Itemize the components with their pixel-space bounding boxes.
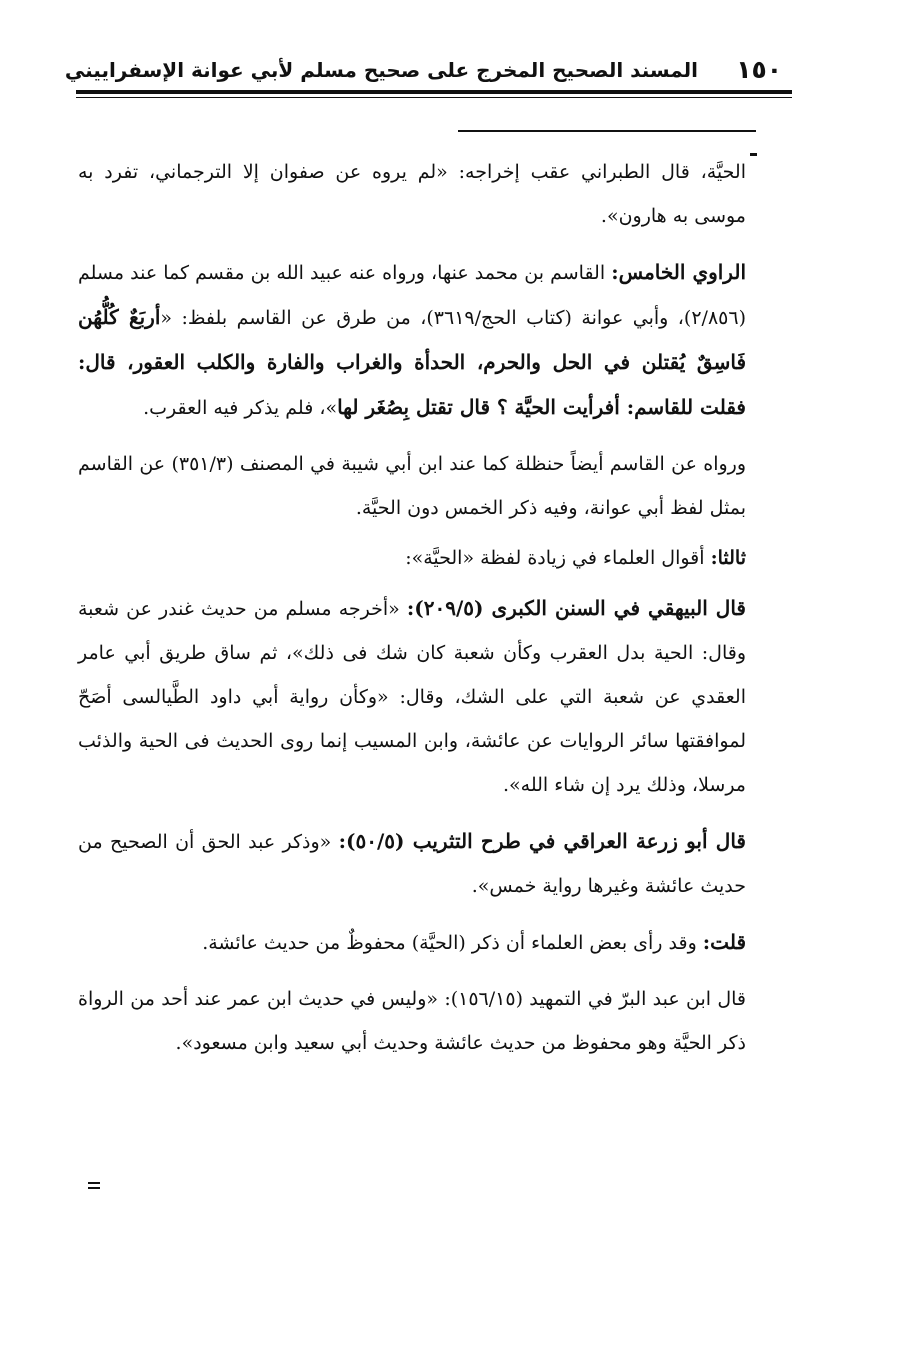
paragraph-lead: قال البيهقي في السنن الكبرى (٢٠٩/٥): — [406, 596, 746, 620]
header-rule-thin — [76, 97, 792, 98]
paragraph-lead: الراوي الخامس: — [611, 260, 746, 284]
hadith-quote: أربَعٌ كُلُّهُن فَاسِقٌ يُقتلن في الحل والحرم، الحدأة والغراب والفارة والكلب العقور، قال: فقلت للقاسم: أفرأيت الحيَّة ؟ قال تقتل بِصُغَر لها — [78, 305, 746, 419]
paragraph-6 — [78, 813, 746, 908]
paragraph-1 — [78, 150, 746, 238]
paragraph-text: «أخرجه مسلم من حديث غندر عن شعبة وقال: الحية بدل العقرب وكأن شعبة كان شك فى ذلك»، ثم ساق طريق أبي عامر العقدي عن شعبة التي على الشك، وقال: «وكأن رواية أبي داود الطَّيالسى أصَحّ لموافقتها سائر الروايات عن عائشة، وابن المسيب إنما روى الحديث فى الحية والذئب مرسلا، وذلك يرد إن شاء الله». — [78, 598, 746, 796]
end-mark — [88, 1182, 100, 1184]
paragraph-2 — [78, 244, 746, 430]
page-number: ١٥٠ — [736, 55, 782, 84]
paragraph-7 — [78, 914, 746, 965]
paragraph-text: أقوال العلماء في زيادة لفظة «الحيَّة»: — [405, 547, 711, 569]
margin-mark — [750, 153, 757, 156]
running-header — [64, 52, 790, 88]
paragraph-4 — [78, 536, 746, 580]
paragraph-text: قال ابن عبد البرّ في التمهيد (١٥٦/١٥): «وليس في حديث ابن عمر عند أحد من الرواة ذكر الحيَّة وهو محفوظ من حديث عائشة وحديث أبي سعيد وابن مسعود». — [78, 988, 747, 1054]
paragraph-lead: ثالثا: — [710, 547, 746, 569]
page-body — [78, 150, 746, 1071]
paragraph-text: «وذكر عبد الحق أن الصحيح من حديث عائشة وغيرها رواية خمس». — [78, 831, 746, 897]
header-rule-thick — [76, 90, 792, 94]
footnote-separator — [458, 130, 756, 132]
end-mark — [88, 1187, 100, 1189]
paragraph-text: وقد رأى بعض العلماء أن ذكر (الحيَّة) محفوظٌ من حديث عائشة. — [202, 932, 703, 954]
paragraph-tail: »، فلم يذكر فيه العقرب. — [143, 397, 338, 419]
paragraph-5 — [78, 586, 746, 807]
paragraph-8 — [78, 971, 746, 1065]
running-title: المسند الصحيح المخرج على صحيح مسلم لأبي عوانة الإسفراييني — [64, 58, 698, 82]
paragraph-3 — [78, 436, 746, 530]
paragraph-lead: قال أبو زرعة العراقي في طرح التثريب (٥٠/٥): — [338, 829, 746, 853]
paragraph-text: ورواه عن القاسم أيضاً حنظلة كما عند ابن أبي شيبة في المصنف (٣٥١/٣) عن القاسم بمثل لفظ أبي عوانة، وفيه ذكر الخمس دون الحيَّة. — [78, 453, 747, 519]
paragraph-text: الحيَّة، قال الطبراني عقب إخراجه: «لم يروه عن صفوان إلا الترجماني، تفرد به موسى به هارون». — [78, 161, 746, 227]
paragraph-text: القاسم بن محمد عنها، ورواه عنه عبيد الله بن مقسم كما عند مسلم (٢/٨٥٦)، وأبي عوانة (كتاب الحج/٣٦١٩)، من طرق عن القاسم بلفظ: « — [78, 262, 746, 329]
paragraph-lead: قلت: — [702, 930, 746, 954]
